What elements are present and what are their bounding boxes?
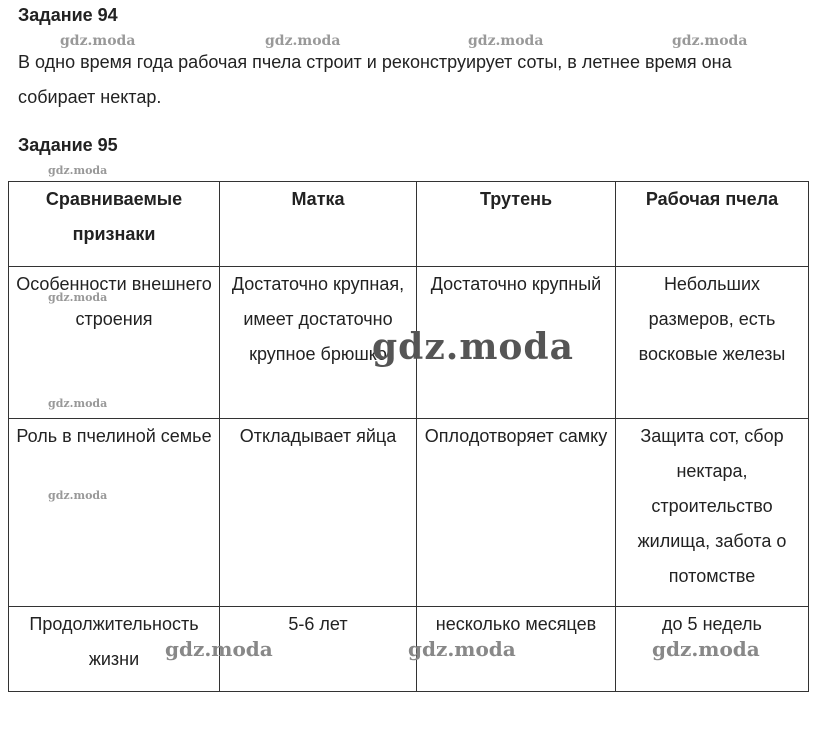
header-cell: Матка: [220, 182, 417, 267]
header-cell: Сравниваемые признаки: [9, 182, 220, 267]
watermark: gdz.moda: [48, 291, 108, 304]
watermark: gdz.moda: [652, 637, 760, 661]
table-row: [9, 419, 809, 607]
table-cell: Особенности внешнего строения: [9, 267, 220, 419]
watermark: gdz.moda: [60, 33, 136, 49]
watermark: gdz.moda: [468, 33, 544, 49]
table-cell: до 5 недель: [616, 607, 809, 692]
task95-title: Задание 95: [18, 135, 118, 155]
table-cell: Продолжительность жизни: [9, 607, 220, 692]
watermark: gdz.moda: [672, 33, 748, 49]
table-cell: несколько месяцев: [417, 607, 616, 692]
watermark: gdz.moda: [48, 164, 108, 177]
watermark: gdz.moda: [372, 326, 574, 368]
task94-text: В одно время года рабочая пчела строит и реконструирует соты, в летнее время она собирает нектар.: [18, 52, 732, 107]
watermark: gdz.moda: [48, 489, 108, 502]
watermark: gdz.moda: [165, 637, 273, 661]
header-cell: Трутень: [417, 182, 616, 267]
watermark: gdz.moda: [408, 637, 516, 661]
table-cell: Оплодотворяет самку: [417, 419, 616, 607]
table-cell: 5-6 лет: [220, 607, 417, 692]
table-cell: Роль в пчелиной семье: [9, 419, 220, 607]
table-cell: Небольших размеров, есть восковые железы: [616, 267, 809, 419]
task94-title: Задание 94: [18, 5, 118, 25]
watermark: gdz.moda: [265, 33, 341, 49]
comparison-table: [8, 181, 809, 692]
watermark: gdz.moda: [48, 397, 108, 410]
table-cell: Достаточно крупная, имеет достаточно крупное брюшко: [220, 267, 417, 419]
table-cell: Достаточно крупный: [417, 267, 616, 419]
table-header-row: [9, 182, 809, 267]
header-cell: Рабочая пчела: [616, 182, 809, 267]
table-cell: Защита сот, сбор нектара, строительство жилища, забота о потомстве: [616, 419, 809, 607]
table-cell: Откладывает яйца: [220, 419, 417, 607]
